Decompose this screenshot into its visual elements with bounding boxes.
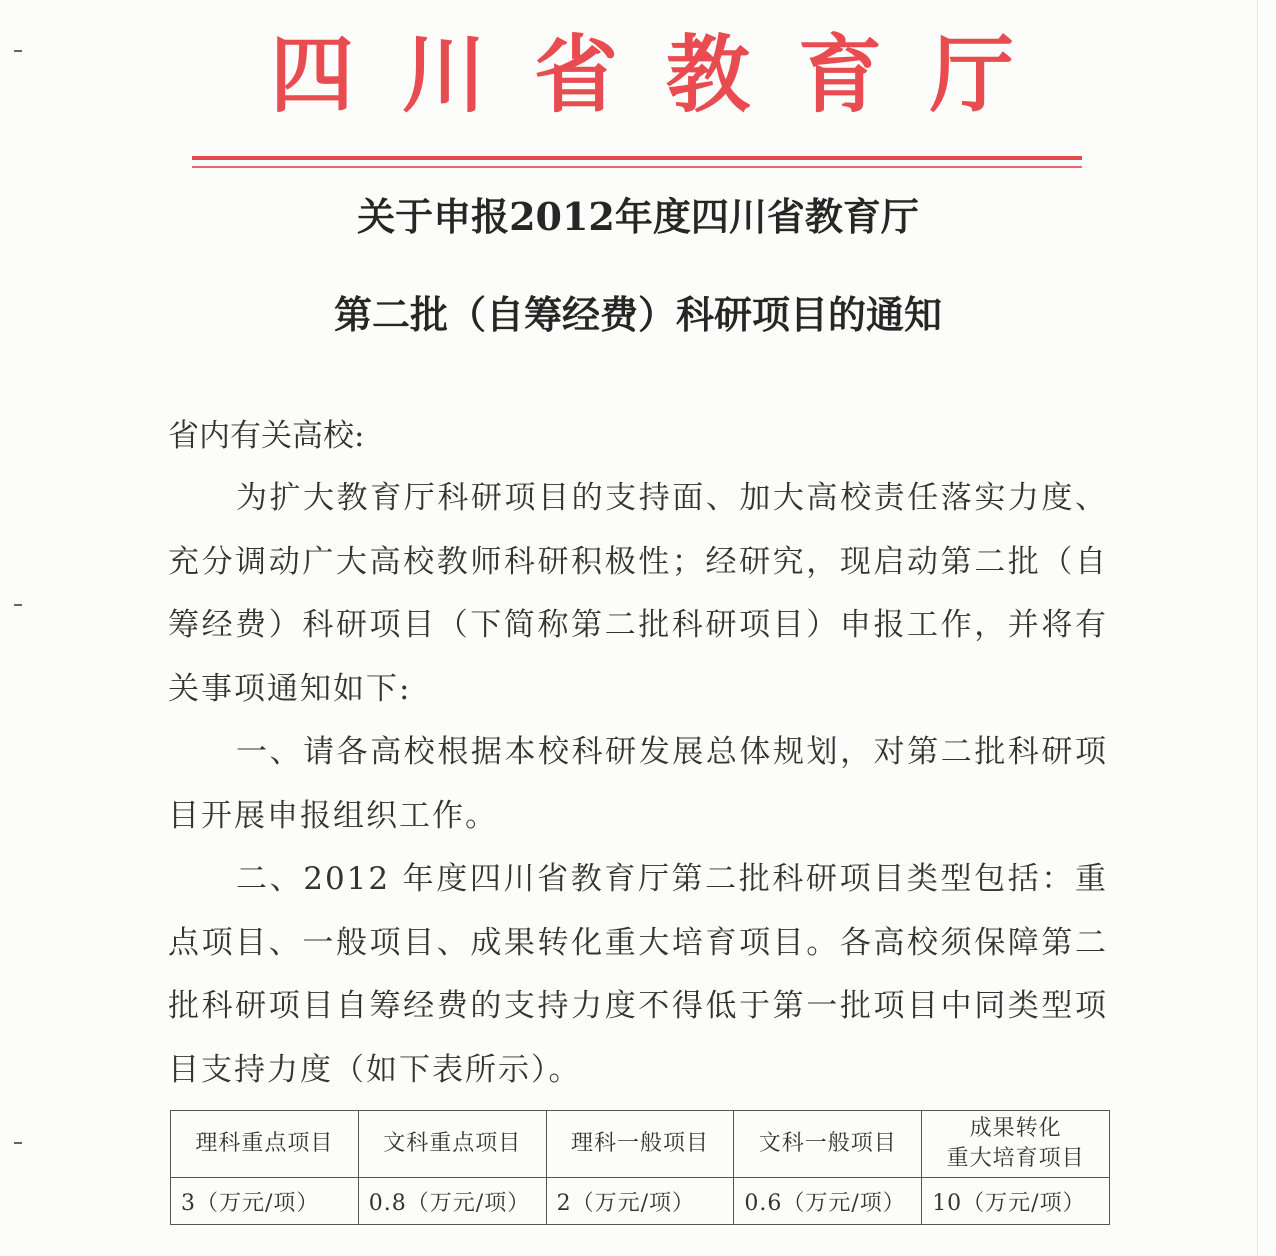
salutation: 省内有关高校:: [168, 418, 365, 454]
table-header-line: 成果转化: [969, 1116, 1062, 1141]
letterhead-char: 育: [797, 26, 882, 124]
letterhead-char: 四: [270, 26, 355, 124]
table-row: [171, 1178, 1110, 1225]
table-header-row: [171, 1111, 1110, 1178]
paragraph-item-2: 二、2012 年度四川省教育厅第二批科研项目类型包括：重点项目、一般项目、成果转化重大培育项目。各高校须保障第二批科研项目自筹经费的支持力度不得低于第一批项目中同类型项目支持力度（如下表所示）。: [168, 861, 1108, 1088]
document-title-line-2: 第二批（自筹经费）科研项目的通知: [333, 292, 942, 337]
scan-edge-line: [1257, 0, 1258, 1256]
table-cell: 10（万元/项）: [922, 1178, 1110, 1225]
table-header-cell: [922, 1111, 1110, 1178]
letterhead-char: 厅: [929, 26, 1014, 124]
paragraph-item-1: 一、请各高校根据本校科研发展总体规划，对第二批科研项目开展申报组织工作。: [168, 734, 1108, 834]
scan-edge-mark: [14, 50, 22, 52]
letterhead-char: 教: [665, 26, 750, 124]
table-header-cell: 理科一般项目: [546, 1111, 734, 1178]
table-header-cell: 理科重点项目: [171, 1111, 359, 1178]
letterhead: [192, 20, 1082, 130]
scan-edge-mark: [14, 604, 22, 606]
table-header-line: 重大培育项目: [946, 1146, 1085, 1171]
paragraph-intro: 为扩大教育厅科研项目的支持面、加大高校责任落实力度、充分调动广大高校教师科研积极性；经研究，现启动第二批（自筹经费）科研项目（下简称第二批科研项目）申报工作，并将有关事项通知如下:: [168, 480, 1108, 707]
document-title-line-1: 关于申报2012年度四川省教育厅: [357, 194, 919, 239]
table-cell: 2（万元/项）: [546, 1178, 734, 1225]
letterhead-char: 川: [401, 26, 486, 124]
letterhead-char: 省: [533, 26, 618, 124]
table-header-cell: 文科重点项目: [358, 1111, 546, 1178]
letterhead-rule-thick: [192, 156, 1082, 160]
table-cell: 3（万元/项）: [171, 1178, 359, 1225]
table-header-cell: 文科一般项目: [734, 1111, 922, 1178]
funding-table: [170, 1110, 1110, 1225]
letterhead-rule-thin: [192, 166, 1082, 168]
table-cell: 0.6（万元/项）: [734, 1178, 922, 1225]
table-cell: 0.8（万元/项）: [358, 1178, 546, 1225]
scan-edge-mark: [14, 1142, 22, 1144]
